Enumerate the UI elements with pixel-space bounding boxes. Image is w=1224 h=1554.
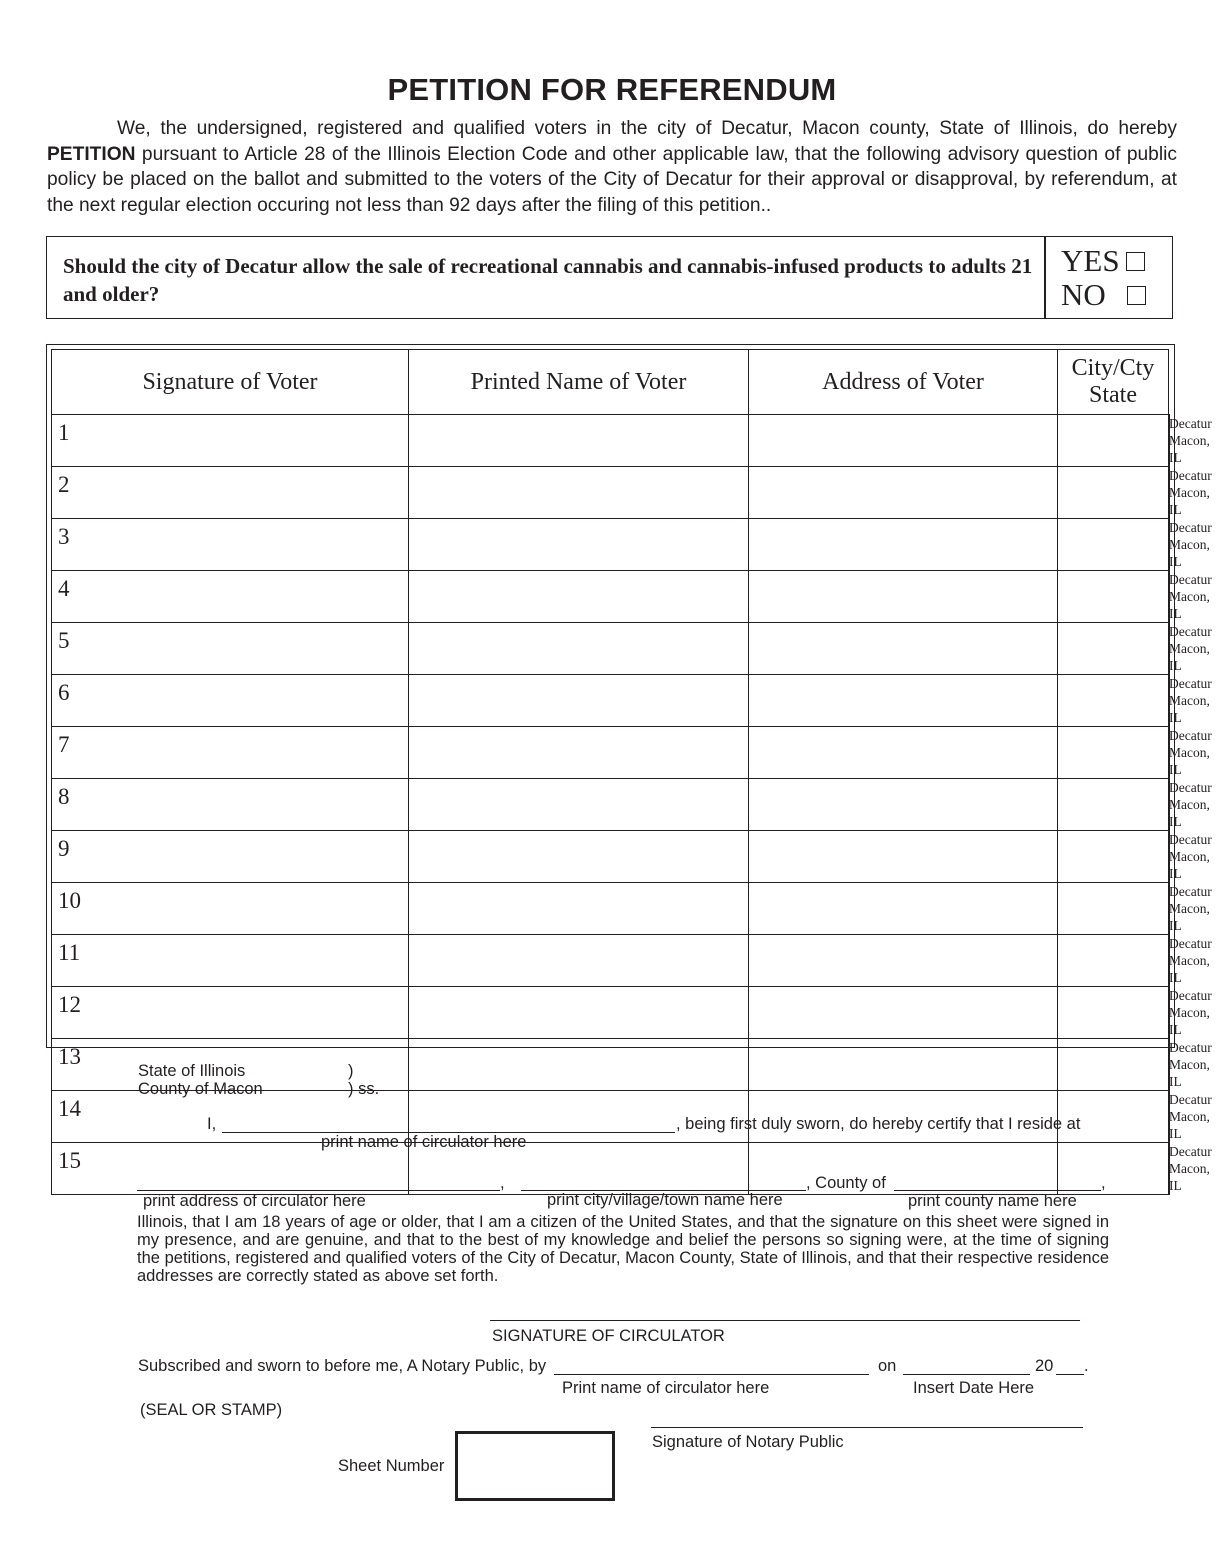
address-cell[interactable]: [1058, 571, 1169, 623]
table-row: [52, 987, 1170, 1039]
notary-label: Signature of Notary Public: [652, 1433, 844, 1451]
row-city: Decatur: [1169, 416, 1212, 431]
address-hint: print address of circulator here: [143, 1192, 366, 1210]
row-number: 6: [52, 675, 409, 727]
signature-cell[interactable]: [409, 675, 749, 727]
row-city: Decatur: [1169, 1144, 1212, 1159]
row-number: 4: [52, 571, 409, 623]
affidavit-statement: Illinois, that I am 18 years of age or older, that I am a citizen of the United States, and that the signature on this sheet were signed in my presence, and are genuine, and that to the best of my knowledge and belief the persons so signing were, at the time of signing the petitions, registered and qualified voters of the City of Decatur, Macon County, State of Illinois, and that their respective residence addresses are correctly stated as above set forth.: [137, 1213, 1109, 1285]
ss-label: ) ss.: [348, 1080, 380, 1098]
ss-paren: ): [348, 1062, 354, 1080]
row-number: 12: [52, 987, 409, 1039]
ss-block: [348, 1062, 379, 1098]
row-city: Decatur: [1169, 572, 1212, 587]
sheet-number-box[interactable]: [455, 1431, 615, 1501]
city-state-cell: [1169, 831, 1212, 883]
row-number: 7: [52, 727, 409, 779]
printed-name-cell[interactable]: [749, 571, 1058, 623]
address-cell[interactable]: [1058, 727, 1169, 779]
row-number: 15: [52, 1143, 409, 1195]
on-label: on: [878, 1357, 897, 1375]
city-state-cell: [1169, 779, 1212, 831]
row-city: Decatur: [1169, 728, 1212, 743]
comma: ,: [500, 1174, 505, 1192]
row-number: 14: [52, 1091, 409, 1143]
signature-cell[interactable]: [409, 727, 749, 779]
intro-lead: We, the undersigned, registered and qualified voters in the city of Decatur, Macon county, State of Illinois, do hereby: [117, 118, 1177, 139]
row-county-state: Macon, IL: [1169, 537, 1210, 569]
printed-name-cell[interactable]: [749, 831, 1058, 883]
venue-block: [138, 1062, 263, 1098]
address-cell[interactable]: [1058, 1143, 1169, 1195]
city-state-cell: [1169, 1039, 1212, 1091]
address-cell[interactable]: [1058, 1039, 1169, 1091]
date-line[interactable]: [903, 1374, 1030, 1375]
table-row: [52, 727, 1170, 779]
table-row: [52, 935, 1170, 987]
table-row: [52, 831, 1170, 883]
sheet-number-label: Sheet Number: [338, 1457, 445, 1475]
city-state-cell: [1169, 415, 1212, 467]
row-number: 5: [52, 623, 409, 675]
table-row: [52, 1143, 1170, 1195]
city-state-cell: [1169, 987, 1212, 1039]
question-box: [46, 236, 1173, 319]
no-option[interactable]: [1061, 279, 1146, 311]
yes-label: YES: [1061, 243, 1120, 278]
row-county-state: Macon, IL: [1169, 1057, 1210, 1089]
row-city: Decatur: [1169, 780, 1212, 795]
printed-name-cell[interactable]: [749, 1143, 1058, 1195]
printed-name-cell[interactable]: [749, 1039, 1058, 1091]
page-title: PETITION FOR REFERENDUM: [387, 72, 837, 107]
row-county-state: Macon, IL: [1169, 901, 1210, 933]
row-county-state: Macon, IL: [1169, 797, 1210, 829]
printed-name-cell[interactable]: [749, 415, 1058, 467]
notary-signature-line[interactable]: [651, 1427, 1083, 1428]
row-city: Decatur: [1169, 936, 1212, 951]
row-city: Decatur: [1169, 624, 1212, 639]
intro-paragraph: [47, 116, 1177, 218]
row-city: Decatur: [1169, 832, 1212, 847]
row-county-state: Macon, IL: [1169, 589, 1210, 621]
address-cell[interactable]: [1058, 623, 1169, 675]
row-number: 9: [52, 831, 409, 883]
county-hint: print county name here: [908, 1192, 1077, 1210]
intro-rest: pursuant to Article 28 of the Illinois Election Code and other applicable law, that the following advisory question of public policy be placed on the ballot and submitted to the voters of the City of Decatur for their approval or disapproval, by referendum, at the next regular election occuring not less than 92 days after the filing of this petition..: [47, 143, 1177, 216]
signature-cell[interactable]: [409, 623, 749, 675]
header-city-state: [1058, 350, 1169, 415]
year-line[interactable]: [1056, 1374, 1084, 1375]
sworn-text: , being first duly sworn, do hereby certify that I reside at: [676, 1115, 1081, 1133]
city-state-cell: [1169, 1143, 1212, 1195]
row-city: Decatur: [1169, 1092, 1212, 1107]
row-city: Decatur: [1169, 520, 1212, 535]
notary-name-line[interactable]: [554, 1374, 869, 1375]
address-cell[interactable]: [1058, 831, 1169, 883]
row-number: 13: [52, 1039, 409, 1091]
no-label: NO: [1061, 277, 1106, 312]
signature-cell[interactable]: [409, 571, 749, 623]
address-cell[interactable]: [1058, 675, 1169, 727]
row-city: Decatur: [1169, 468, 1212, 483]
table-row: [52, 883, 1170, 935]
i-prefix: I,: [207, 1115, 217, 1133]
city-hint: print city/village/town name here: [547, 1191, 783, 1209]
row-county-state: Macon, IL: [1169, 693, 1210, 725]
table-row: [52, 571, 1170, 623]
signature-cell[interactable]: [409, 519, 749, 571]
row-county-state: Macon, IL: [1169, 641, 1210, 673]
table-row: [52, 675, 1170, 727]
table-header-row: [52, 350, 1170, 415]
address-line[interactable]: [137, 1190, 500, 1191]
intro-bold-word: PETITION: [47, 143, 136, 165]
county-line[interactable]: [894, 1190, 1101, 1191]
printed-name-cell[interactable]: [749, 779, 1058, 831]
signature-cell[interactable]: [409, 1039, 749, 1091]
address-cell[interactable]: [1058, 519, 1169, 571]
address-cell[interactable]: [1058, 987, 1169, 1039]
header-signature: Signature of Voter: [52, 350, 409, 415]
yes-checkbox[interactable]: [1126, 252, 1145, 271]
row-county-state: Macon, IL: [1169, 745, 1210, 777]
address-cell[interactable]: [1058, 883, 1169, 935]
row-county-state: Macon, IL: [1169, 485, 1210, 517]
row-city: Decatur: [1169, 676, 1212, 691]
row-city: Decatur: [1169, 1040, 1212, 1055]
city-state-cell: [1169, 1091, 1212, 1143]
row-county-state: Macon, IL: [1169, 953, 1210, 985]
year-prefix: 20: [1035, 1357, 1054, 1375]
city-state-cell: [1169, 727, 1212, 779]
printed-name-cell[interactable]: [749, 987, 1058, 1039]
city-state-cell: [1169, 519, 1212, 571]
header-address: Address of Voter: [749, 350, 1058, 415]
table-row: [52, 779, 1170, 831]
signature-cell[interactable]: [409, 467, 749, 519]
row-number: 3: [52, 519, 409, 571]
date-hint: Insert Date Here: [913, 1379, 1035, 1397]
ballot-question: Should the city of Decatur allow the sale of recreational cannabis and cannabis-infused products to adults 21 and older?: [63, 254, 1033, 306]
row-number: 2: [52, 467, 409, 519]
year-period: .: [1084, 1357, 1089, 1375]
header-city-line1: City/Cty: [1071, 355, 1155, 381]
row-county-state: Macon, IL: [1169, 1161, 1210, 1193]
question-divider: [1044, 237, 1046, 318]
row-county-state: Macon, IL: [1169, 1005, 1210, 1037]
signature-cell[interactable]: [409, 935, 749, 987]
row-number: 10: [52, 883, 409, 935]
table-row: [52, 623, 1170, 675]
printed-name-cell[interactable]: [749, 675, 1058, 727]
city-state-cell: [1169, 467, 1212, 519]
row-county-state: Macon, IL: [1169, 433, 1210, 465]
address-cell[interactable]: [1058, 779, 1169, 831]
city-state-cell: [1169, 883, 1212, 935]
signature-cell[interactable]: [409, 883, 749, 935]
header-city-line2: State: [1089, 382, 1137, 408]
city-state-cell: [1169, 571, 1212, 623]
seal-label: (SEAL OR STAMP): [140, 1401, 283, 1419]
printed-name-cell[interactable]: [749, 467, 1058, 519]
table-row: [52, 467, 1170, 519]
venue-county: County of Macon: [138, 1080, 263, 1098]
row-number: 8: [52, 779, 409, 831]
signature-cell[interactable]: [409, 987, 749, 1039]
printed-name-cell[interactable]: [749, 727, 1058, 779]
table-row: [52, 415, 1170, 467]
print-name-hint: Print name of circulator here: [562, 1379, 770, 1397]
printed-name-cell[interactable]: [749, 883, 1058, 935]
header-printed-name: Printed Name of Voter: [409, 350, 749, 415]
city-state-cell: [1169, 623, 1212, 675]
printed-name-cell[interactable]: [749, 519, 1058, 571]
printed-name-cell[interactable]: [749, 623, 1058, 675]
row-number: 1: [52, 415, 409, 467]
row-county-state: Macon, IL: [1169, 1109, 1210, 1141]
row-county-state: Macon, IL: [1169, 849, 1210, 881]
signature-cell[interactable]: [409, 415, 749, 467]
county-of-label: , County of: [806, 1174, 886, 1192]
signature-cell[interactable]: [409, 831, 749, 883]
row-city: Decatur: [1169, 988, 1212, 1003]
comma-2: ,: [1101, 1174, 1106, 1192]
city-state-cell: [1169, 935, 1212, 987]
circulator-signature-line[interactable]: [490, 1320, 1080, 1321]
venue-state: State of Illinois: [138, 1062, 246, 1080]
address-cell[interactable]: [1058, 415, 1169, 467]
address-cell[interactable]: [1058, 467, 1169, 519]
printed-name-cell[interactable]: [749, 935, 1058, 987]
subscribed-text: Subscribed and sworn to before me, A Notary Public, by: [138, 1357, 547, 1375]
signature-label: SIGNATURE OF CIRCULATOR: [492, 1327, 725, 1345]
no-checkbox[interactable]: [1127, 286, 1146, 305]
name-hint: print name of circulator here: [321, 1133, 527, 1151]
row-number: 11: [52, 935, 409, 987]
yes-option[interactable]: [1061, 245, 1145, 277]
signature-cell[interactable]: [409, 779, 749, 831]
row-city: Decatur: [1169, 884, 1212, 899]
city-state-cell: [1169, 675, 1212, 727]
address-cell[interactable]: [1058, 935, 1169, 987]
table-row: [52, 519, 1170, 571]
